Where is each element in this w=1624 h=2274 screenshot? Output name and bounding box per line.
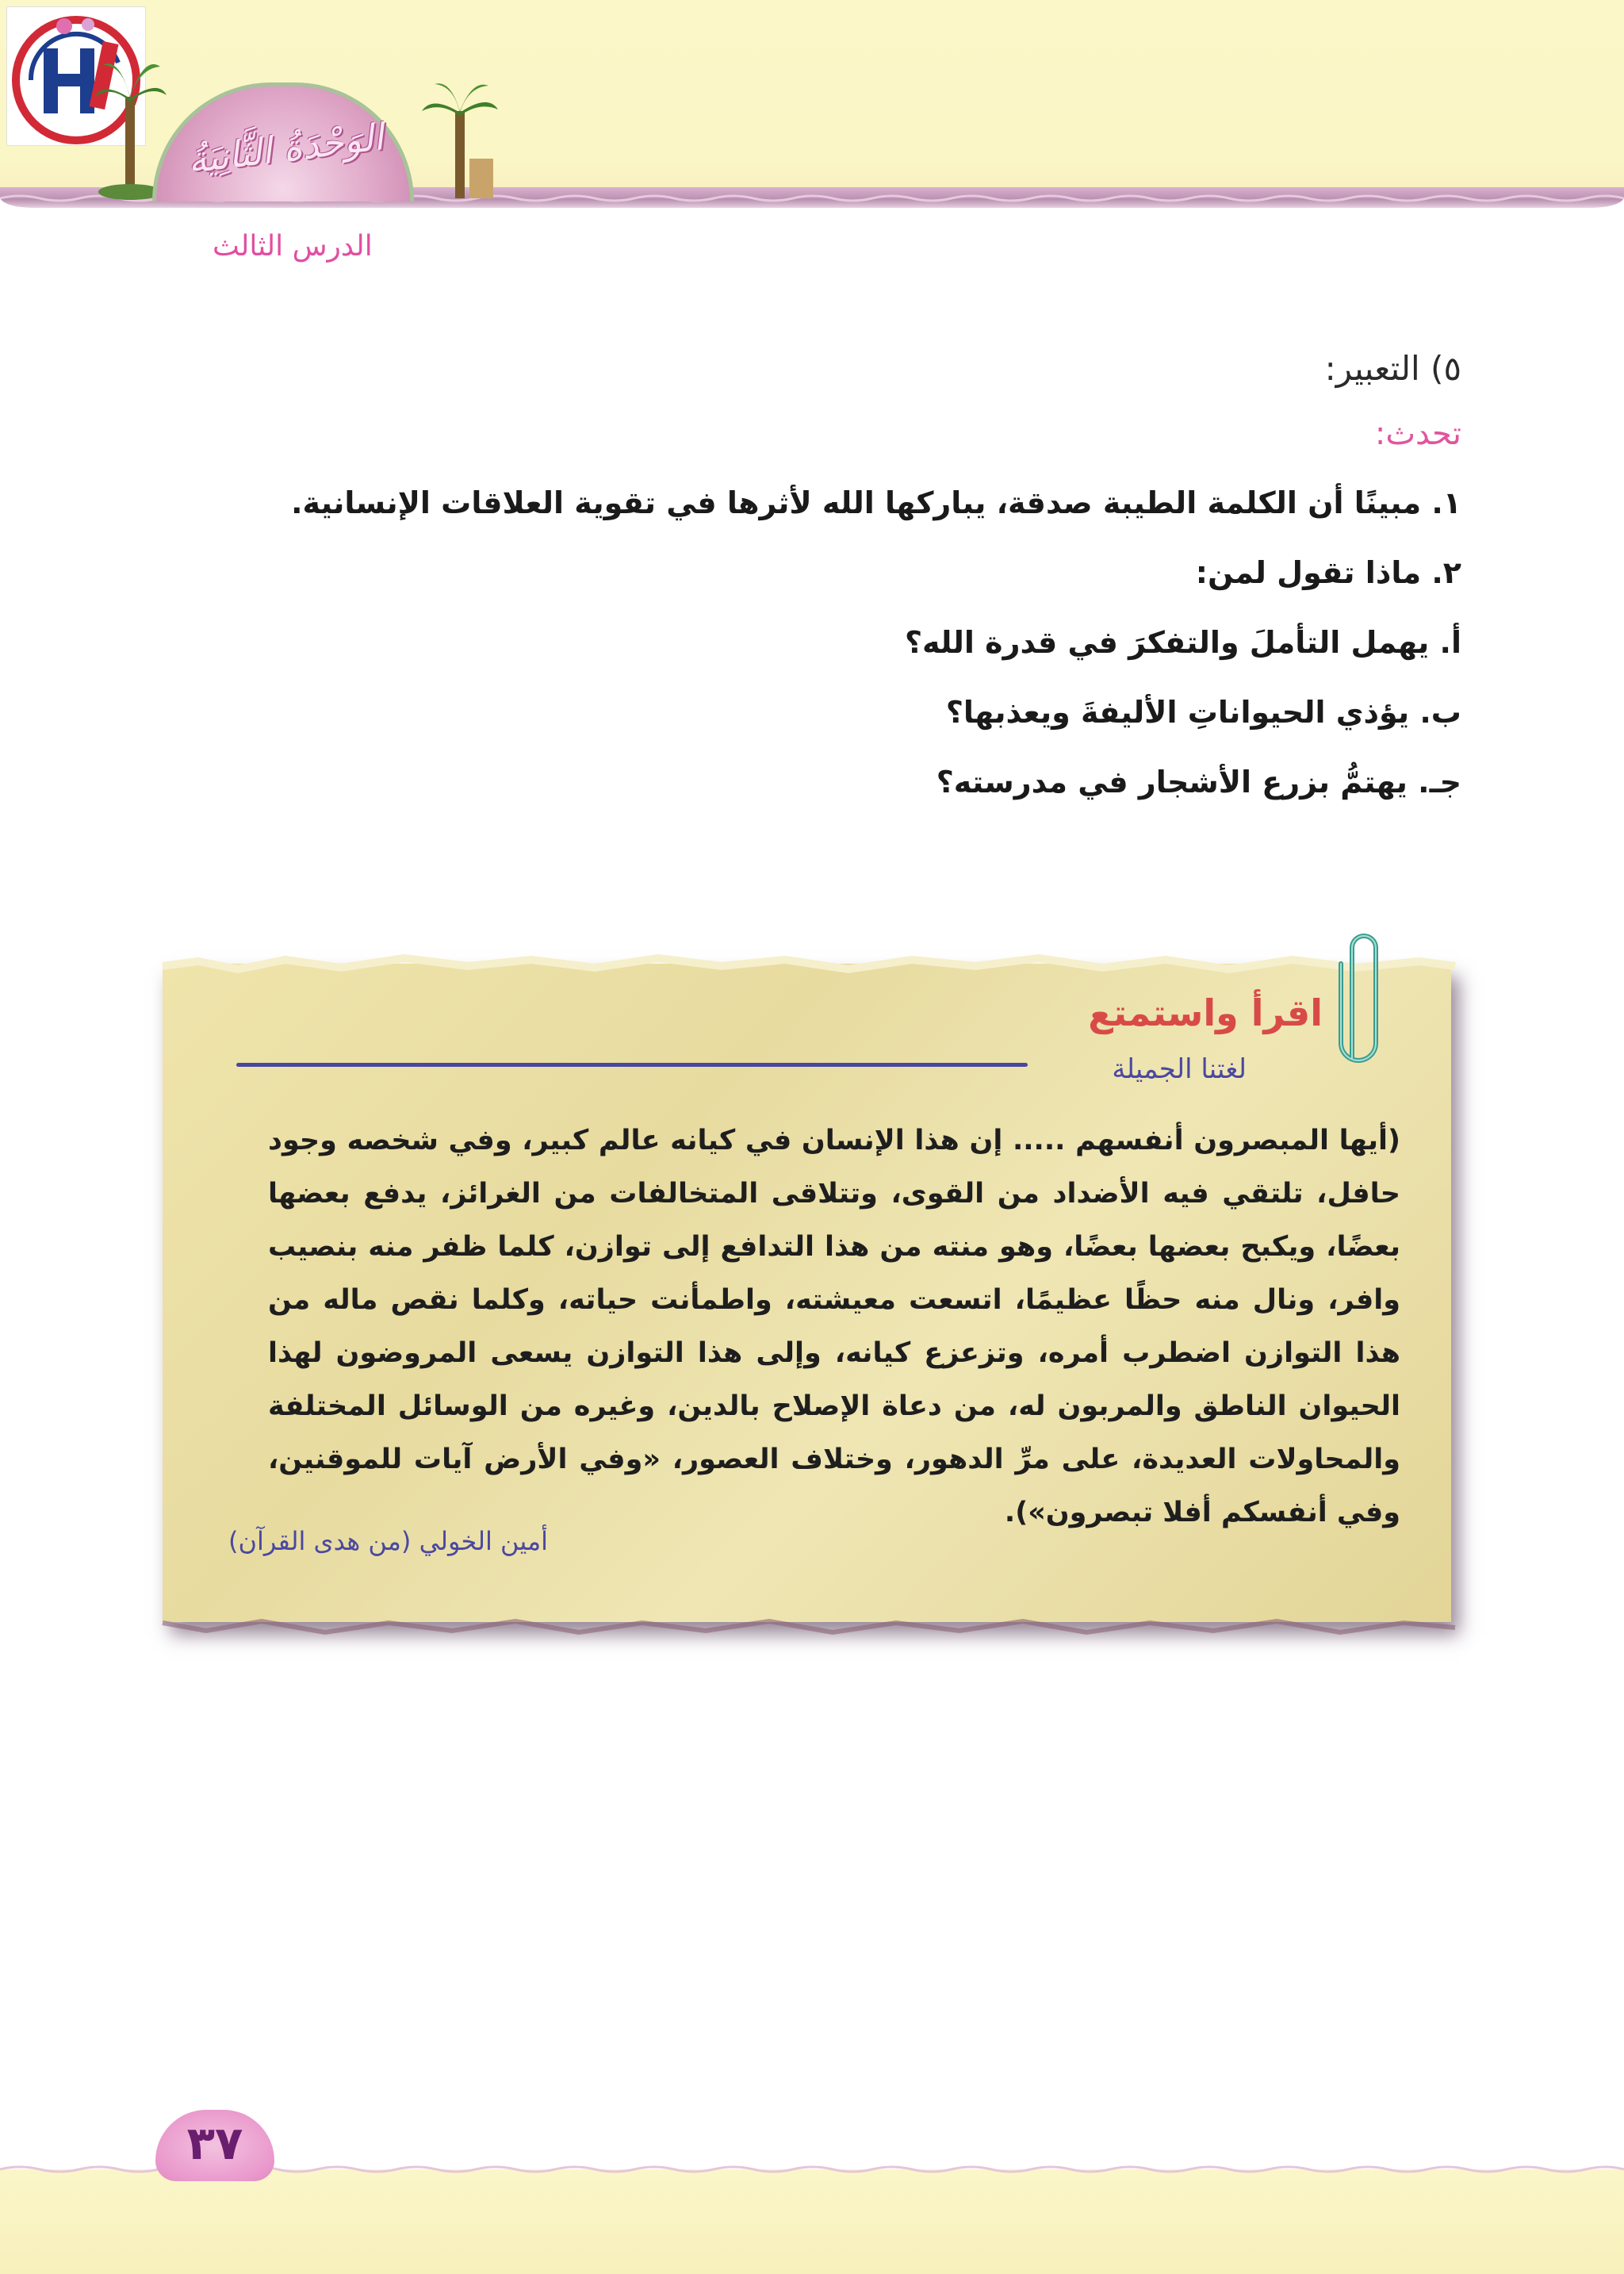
paper-clip-icon	[1336, 924, 1384, 1067]
question-2b: ب. يؤذي الحيواناتِ الأليفةَ ويعذبها؟	[945, 695, 1461, 730]
card-title: اقرأ واستمتع	[1088, 991, 1323, 1034]
card-subtitle: لغتنا الجميلة	[1112, 1053, 1247, 1085]
card-source: أمين الخولي (من هدى القرآن)	[228, 1526, 549, 1556]
page-number: ٣٧	[186, 2116, 243, 2170]
section-subheading: تحدث:	[1374, 416, 1461, 452]
section-title: ٥) التعبير:	[1324, 349, 1461, 388]
unit-title: الوَحْدَةُ الثَّانِيَةُ	[185, 115, 386, 182]
question-2: ٢. ماذا تقول لمن:	[1195, 555, 1461, 590]
card-passage: (أيها المبصرون أنفسهم ..... إن هذا الإنسان في كيانه عالم كبير، وفي شخصه وجود حافل، تلتقي فيه الأضداد من القوى، وتتلاقى المتخالفات من الغرائز، يدفع بعضها بعضًا، ويكبح بعضها بعضًا، وهو منته من هذا التدافع إلى توازن، كلما ظفر منه بنصيب وافر، ونال منه حظًا عظيمًا، اتسعت معيشته، واطمأنت حياته، وكلما نقص ماله من هذا التوازن اضطرب أمره، وتزعزع كيانه، وإلى هذا التوازن يسعى المروضون لهذا الحيوان الناطق والمربون له، من دعاة الإصلاح بالدين، وغيره من الوسائل المختلفة والمحاولات العديدة، على مرِّ الدهور، وختلاف العصور، «وفي الأرض آيات للموقنين، وفي أنفسكم أفلا تبصرون»).	[268, 1125, 1400, 1528]
palm-tree-right-icon	[420, 79, 500, 198]
question-1: ١. مبينًا أن الكلمة الطيبة صدقة، يباركها الله لأثرها في تقوية العلاقات الإنسانية.	[291, 485, 1461, 520]
lesson-label: الدرس الثالث	[213, 230, 373, 263]
question-2a: أ. يهمل التأملَ والتفكرَ في قدرة الله؟	[905, 625, 1461, 660]
card-divider	[236, 1063, 1028, 1067]
footer-band	[0, 2169, 1624, 2274]
question-2c: جـ. يهتمُّ بزرع الأشجار في مدرسته؟	[936, 765, 1461, 800]
